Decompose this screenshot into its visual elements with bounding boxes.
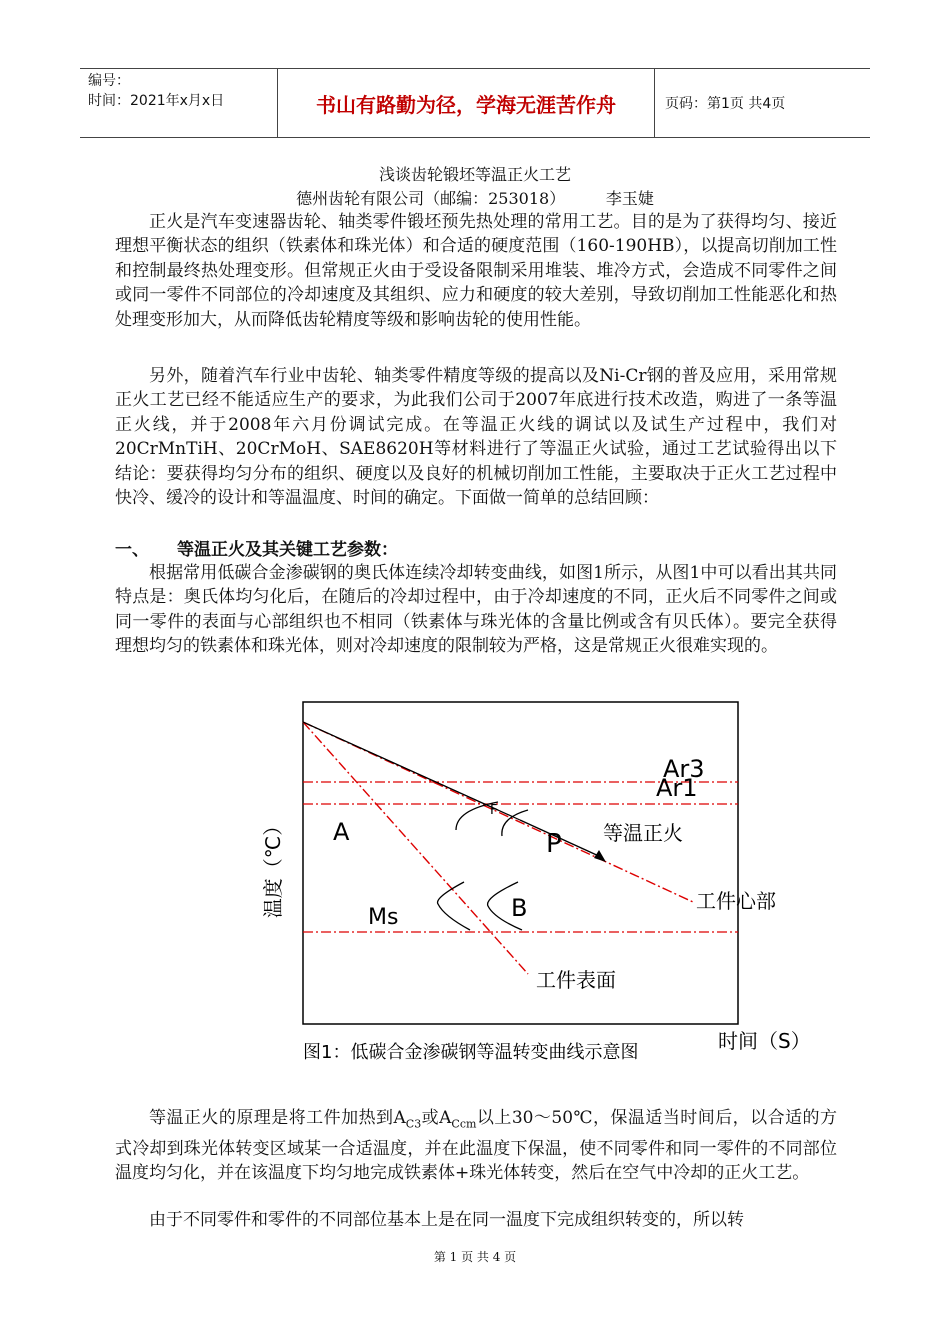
axis-y-label: 温度（℃） — [261, 815, 285, 919]
label-ar3: Ar3 — [663, 755, 705, 783]
bainite-nose-1 — [438, 882, 470, 930]
paragraph-2: 另外，随着汽车行业中齿轮、轴类零件精度等级的提高以及Ni-Cr钢的普及应用，采用常规正火工艺已经不能适应生产的要求，为此我们公司于2007年底进行技术改造，购进了一条等温正火线，并于2008年六月份调试完成。在等温正火线的调试以及试生产过程中，我们对20CrMnTiH、20CrMoH、SAE8620H等材料进行了等温正火试验，通过工艺试验得出以下结论：要获得均匀分布的组织、硬度以及良好的机械切削加工性能，主要取决于正火工艺过程中快冷、缓冷的设计和等温温度、时间的确定。下面做一简单的总结回顾： — [115, 366, 837, 509]
header-meta — [80, 69, 278, 137]
label-isothermal: 等温正火 — [603, 821, 683, 845]
section-heading — [115, 535, 398, 560]
plot-frame — [303, 702, 738, 1024]
section-number: 一、 — [115, 540, 149, 560]
label-core: 工件心部 — [696, 889, 776, 913]
doc-byline: 德州齿轮有限公司（邮编：253018） 李玉婕 — [296, 189, 654, 208]
paragraph-3: 根据常用低碳合金渗碳钢的奥氏体连续冷却转变曲线，如图1所示，从图1中可以看出其共同特点是：奥氏体均匀化后，在随后的冷却过程中，由于冷却速度的不同，正火后不同零件之间或同一零件的表面与心部组织也不相同（铁素体与珠光体的含量比例或含有贝氏体）。要完全获得理想均匀的铁素体和珠光体，则对冷却速度的限制较为严格，这是常规正火很难实现的。 — [115, 563, 837, 657]
isothermal-arrowhead — [594, 850, 606, 862]
page-footer: 第 1 页 共 4 页 — [433, 1250, 517, 1264]
label-ferrite: F — [490, 803, 498, 818]
label-pearlite: P — [546, 829, 562, 859]
label-bainite: B — [511, 894, 528, 922]
header-motto: 书山有路勤为径，学海无涯苦作舟 — [278, 69, 655, 137]
paragraph-5: 由于不同零件和零件的不同部位基本上是在同一温度下完成组织转变的，所以转 — [149, 1210, 744, 1230]
paragraph-1: 正火是汽车变速器齿轮、轴类零件锻坯预先热处理的常用工艺。目的是为了获得均匀、接近理想平衡状态的组织（铁素体和珠光体）和合适的硬度范围（160-190HB），以提高切削加工性和控制最终热处理变形。但常规正火由于受设备限制采用堆装、堆冷方式，会造成不同零件之间或同一零件不同部位的冷却速度及其组织、应力和硬度的较大差别，导致切削加工性能恶化和热处理变形加大，从而降低齿轮精度等级和影响齿轮的使用性能。 — [115, 212, 837, 330]
label-surface: 工件表面 — [536, 968, 616, 992]
doc-title: 浅谈齿轮锻坯等温正火工艺 — [378, 165, 571, 184]
section-title: 等温正火及其关键工艺参数： — [177, 540, 398, 560]
paragraph-4: 等温正火的原理是将工件加热到$A_{C3}$或$A_{Ccm}$以上30～50℃，保温适当时间后，以合适的方式冷却到珠光体转变区域某一合适温度，并在此温度下保温，使不同零件和同一零件的不同部位温度均匀化，并在该温度下均匀地完成铁素体+珠光体转变，然后在空气中冷却的正火工艺。 — [115, 1108, 838, 1184]
figure-caption: 图1：低碳合金渗碳钢等温转变曲线示意图 — [303, 1042, 639, 1063]
time-label: 时间：2021年x月x日 — [88, 93, 225, 109]
label-austenite: A — [333, 818, 350, 846]
label-ms: Ms — [368, 905, 399, 930]
surface-cooling-curve — [303, 722, 528, 974]
label-ar1: Ar1 — [656, 774, 698, 802]
cooling-line-2 — [303, 722, 520, 820]
figure-cct-diagram — [258, 692, 828, 1072]
page-indicator: 页码：第1页 共4页 — [665, 96, 786, 112]
number-label: 编号： — [88, 73, 130, 89]
axis-x-label: 时间（S） — [718, 1029, 811, 1053]
page-header — [80, 68, 870, 138]
